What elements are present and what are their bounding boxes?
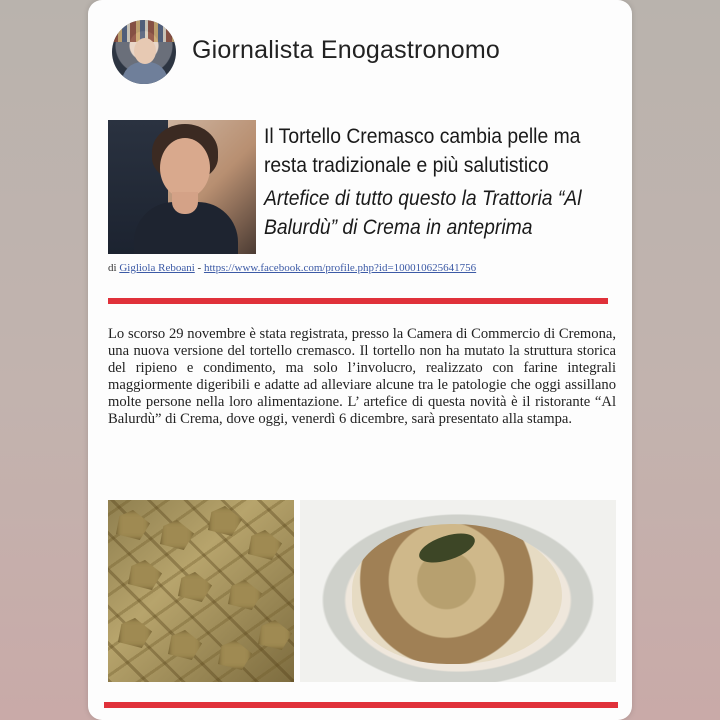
post-card (88, 0, 632, 720)
byline-author-link[interactable]: Gigliola Reboani (119, 262, 195, 274)
ravioli-piece (178, 572, 212, 602)
ravioli-piece (128, 560, 162, 590)
article-subheadline: Artefice di tutto questo la Trattoria “Al Balurdù” di Crema in anteprima (264, 187, 582, 239)
ravioli-piece (116, 510, 150, 540)
byline-url-link[interactable]: https://www.facebook.com/profile.php?id=100010625641756 (203, 262, 477, 274)
ravioli-piece (228, 580, 262, 610)
avatar-face (134, 38, 156, 64)
ravioli-piece (208, 506, 242, 536)
article-headline-block (264, 122, 620, 242)
post-header (88, 0, 632, 100)
byline-separator: - (194, 262, 204, 274)
byline-prefix: di (108, 262, 117, 274)
accent-divider-bottom (104, 702, 618, 708)
accent-divider-top (108, 298, 608, 304)
ravioli-piece (160, 520, 194, 550)
article-body: Lo scorso 29 novembre è stata registrata, presso la Camera di Commercio di Cremona, una nuova versione del tortello cremasco. Il tortello non ha mutato la struttura storica del ripieno e condimento, ma solo l’involucro, realizzato con farine integrali maggiormente digeribili e adatte ad alleviare alcune tra le patologie che oggi assillano molte persone nella loro alimentazione. L’ artefice di questa novità è il ristorante “Al Balurdù” di Crema, dove oggi, venerdì 6 dicembre, sarà presentato alla stampa. (108, 326, 616, 427)
ravioli-piece (168, 630, 202, 660)
article-headline: Il Tortello Cremasco cambia pelle ma resta tradizionale e più salutistico (264, 125, 581, 177)
ravioli-piece (258, 620, 292, 650)
photo-face (160, 138, 210, 198)
photo-neck (172, 192, 198, 214)
avatar-body (122, 62, 168, 84)
tortelli-dish-photo (300, 500, 616, 682)
author-name[interactable]: Giornalista Enogastronomo (192, 36, 500, 64)
ravioli-photo (108, 500, 294, 682)
ravioli-piece (218, 640, 252, 670)
ravioli-piece (118, 618, 152, 648)
author-photo (108, 120, 256, 254)
ravioli-piece (248, 530, 282, 560)
avatar[interactable] (112, 20, 176, 84)
byline (108, 262, 476, 274)
